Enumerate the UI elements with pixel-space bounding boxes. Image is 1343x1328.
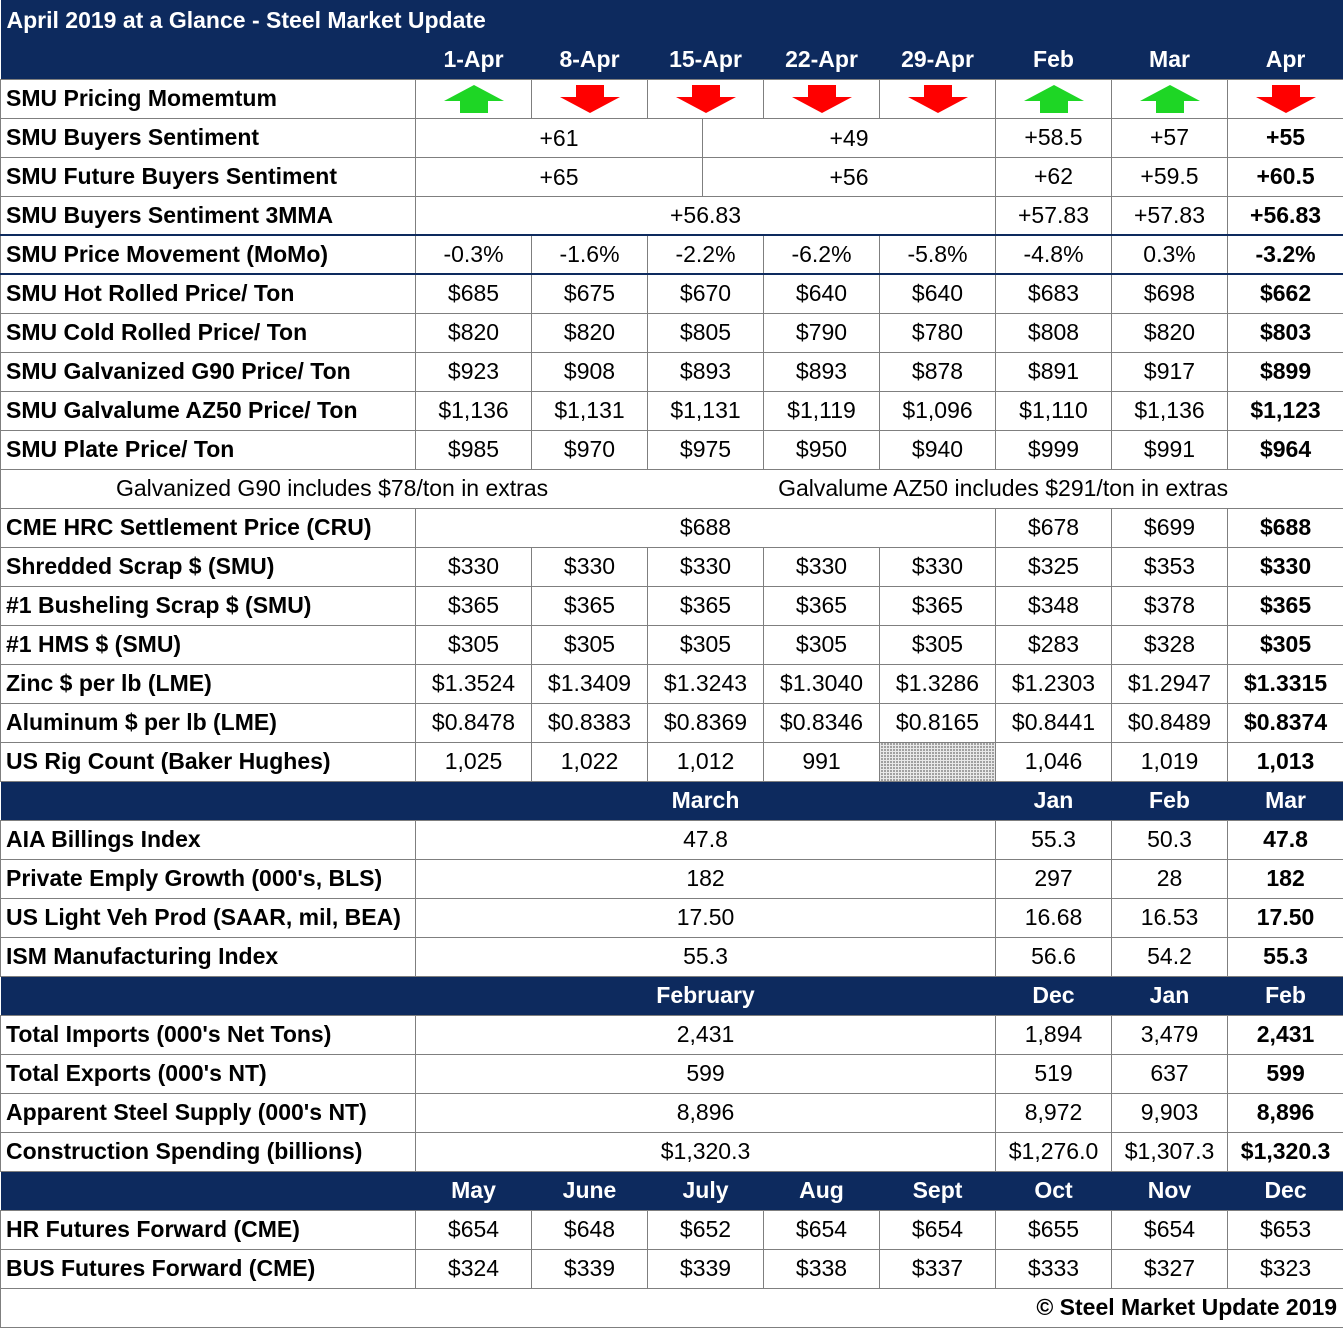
value-cell: $985: [416, 430, 532, 469]
arrow-down-icon: [791, 84, 853, 114]
value-cell: 8,896: [1228, 1093, 1343, 1132]
value-cell: $654: [1112, 1210, 1228, 1249]
row-label: HR Futures Forward (CME): [1, 1210, 416, 1249]
value-cell: $648: [532, 1210, 648, 1249]
value-cell: $305: [1228, 625, 1343, 664]
price-row: [1, 274, 1343, 313]
value-cell: -6.2%: [764, 235, 880, 274]
column-header: Aug: [764, 1171, 880, 1210]
column-header: July: [648, 1171, 764, 1210]
header-spacer: [1, 976, 416, 1015]
arrow-up-icon: [1139, 84, 1201, 114]
row-label: Shredded Scrap $ (SMU): [1, 547, 416, 586]
momentum-cell: [648, 79, 764, 118]
row-label: Total Exports (000's NT): [1, 1054, 416, 1093]
value-cell: $1,307.3: [1112, 1132, 1228, 1171]
value-cell: $908: [532, 352, 648, 391]
row-label: SMU Plate Price/ Ton: [1, 430, 416, 469]
value-cell: $893: [648, 352, 764, 391]
value-cell: $305: [416, 625, 532, 664]
value-cell: $330: [764, 547, 880, 586]
price-row: [1, 352, 1343, 391]
note-row: [1, 469, 1343, 508]
row-label: SMU Pricing Momemtum: [1, 79, 416, 118]
monthly-row: [1, 1015, 1343, 1054]
value-cell: $1.3286: [880, 664, 996, 703]
value-cell: +49: [703, 119, 995, 157]
value-cell: $365: [880, 586, 996, 625]
note-wrap: [1, 475, 1343, 502]
value-cell: $0.8383: [532, 703, 648, 742]
value-cell: +56.83: [416, 196, 996, 235]
value-cell: 16.53: [1112, 898, 1228, 937]
value-cell: 55.3: [996, 820, 1112, 859]
header-spacer: [1, 40, 416, 79]
future-sentiment-row: [1, 157, 1343, 196]
column-header: Feb: [1112, 781, 1228, 820]
column-header: Feb: [1228, 976, 1343, 1015]
value-cell: +57: [1112, 118, 1228, 157]
futures-row: [1, 1249, 1343, 1288]
cme-hrc-row: [1, 508, 1343, 547]
value-cell: $662: [1228, 274, 1343, 313]
value-cell: 519: [996, 1054, 1112, 1093]
value-cell: $654: [764, 1210, 880, 1249]
value-cell: $790: [764, 313, 880, 352]
column-header: February: [416, 976, 996, 1015]
value-cell: 1,022: [532, 742, 648, 781]
row-label: Total Imports (000's Net Tons): [1, 1015, 416, 1054]
value-cell: $1.2303: [996, 664, 1112, 703]
value-cell: $653: [1228, 1210, 1343, 1249]
value-cell: $808: [996, 313, 1112, 352]
value-cell: $820: [1112, 313, 1228, 352]
value-cell: 56.6: [996, 937, 1112, 976]
row-label: #1 Busheling Scrap $ (SMU): [1, 586, 416, 625]
value-cell: $899: [1228, 352, 1343, 391]
value-cell: 1,019: [1112, 742, 1228, 781]
column-header: Dec: [1228, 1171, 1343, 1210]
value-cell: 17.50: [416, 898, 996, 937]
value-cell: $1,136: [1112, 391, 1228, 430]
value-cell: $688: [1228, 508, 1343, 547]
value-cell: $348: [996, 586, 1112, 625]
momentum-row: [1, 79, 1343, 118]
column-header: March: [416, 781, 996, 820]
value-cell: 1,046: [996, 742, 1112, 781]
value-cell: 1,012: [648, 742, 764, 781]
value-cell: $640: [764, 274, 880, 313]
value-cell: 991: [764, 742, 880, 781]
table-body: [1, 0, 1343, 1327]
value-cell: $1.3040: [764, 664, 880, 703]
value-cell: $678: [996, 508, 1112, 547]
row-label: SMU Buyers Sentiment 3MMA: [1, 196, 416, 235]
value-cell: 55.3: [416, 937, 996, 976]
value-cell: $325: [996, 547, 1112, 586]
value-cell: -4.8%: [996, 235, 1112, 274]
value-cell: $1,110: [996, 391, 1112, 430]
value-cell: $0.8489: [1112, 703, 1228, 742]
value-cell: -0.3%: [416, 235, 532, 274]
momentum-cell: [764, 79, 880, 118]
row-label: SMU Hot Rolled Price/ Ton: [1, 274, 416, 313]
value-cell: 1,013: [1228, 742, 1343, 781]
value-cell: $0.8346: [764, 703, 880, 742]
value-cell: $365: [648, 586, 764, 625]
value-cell: $655: [996, 1210, 1112, 1249]
value-cell: $323: [1228, 1249, 1343, 1288]
weekly-header-row: [1, 40, 1343, 79]
column-header: 15-Apr: [648, 40, 764, 79]
value-cell: $327: [1112, 1249, 1228, 1288]
value-cell: +58.5: [996, 118, 1112, 157]
split-wrap: [416, 119, 995, 157]
value-cell: $970: [532, 430, 648, 469]
column-header: Jan: [1112, 976, 1228, 1015]
split-wrap: [416, 158, 995, 196]
title-row: [1, 0, 1343, 40]
value-cell: $878: [880, 352, 996, 391]
futures-header-row: [1, 1171, 1343, 1210]
value-cell: $365: [416, 586, 532, 625]
value-cell: $654: [880, 1210, 996, 1249]
value-cell: $1,096: [880, 391, 996, 430]
value-cell: $999: [996, 430, 1112, 469]
value-cell: $675: [532, 274, 648, 313]
value-cell: +56.83: [1228, 196, 1343, 235]
sentiment-3mma-row: [1, 196, 1343, 235]
value-cell: $699: [1112, 508, 1228, 547]
value-cell: 28: [1112, 859, 1228, 898]
value-cell: +56: [703, 158, 995, 196]
value-cell: $328: [1112, 625, 1228, 664]
arrow-up-icon: [443, 84, 505, 114]
value-cell: $330: [880, 547, 996, 586]
row-label: SMU Galvalume AZ50 Price/ Ton: [1, 391, 416, 430]
value-cell: 16.68: [996, 898, 1112, 937]
scrap-row: [1, 703, 1343, 742]
value-cell: +55: [1228, 118, 1343, 157]
column-header: 1-Apr: [416, 40, 532, 79]
empty-cell: [880, 742, 996, 781]
monthly-row: [1, 1093, 1343, 1132]
value-cell: $891: [996, 352, 1112, 391]
futures-row: [1, 1210, 1343, 1249]
value-cell: $652: [648, 1210, 764, 1249]
value-cell: $305: [880, 625, 996, 664]
row-label: Construction Spending (billions): [1, 1132, 416, 1171]
price-row: [1, 391, 1343, 430]
column-header: Nov: [1112, 1171, 1228, 1210]
value-cell: 8,896: [416, 1093, 996, 1132]
monthly-row: [1, 1054, 1343, 1093]
value-cell: $940: [880, 430, 996, 469]
arrow-down-icon: [907, 84, 969, 114]
value-cell: 599: [416, 1054, 996, 1093]
value-cell: 1,025: [416, 742, 532, 781]
value-cell: $683: [996, 274, 1112, 313]
column-header: Sept: [880, 1171, 996, 1210]
value-cell: $950: [764, 430, 880, 469]
row-label: Aluminum $ per lb (LME): [1, 703, 416, 742]
row-label: Private Emply Growth (000's, BLS): [1, 859, 416, 898]
value-cell: 9,903: [1112, 1093, 1228, 1132]
rig-count-row: [1, 742, 1343, 781]
value-cell: $893: [764, 352, 880, 391]
value-cell: $338: [764, 1249, 880, 1288]
value-cell: $688: [416, 508, 996, 547]
column-header: Apr: [1228, 40, 1343, 79]
column-header: Dec: [996, 976, 1112, 1015]
value-cell: $1,123: [1228, 391, 1343, 430]
arrow-down-icon: [1255, 84, 1317, 114]
column-header: Mar: [1112, 40, 1228, 79]
column-header: May: [416, 1171, 532, 1210]
momentum-cell: [532, 79, 648, 118]
row-label: SMU Price Movement (MoMo): [1, 235, 416, 274]
monthly-row: [1, 898, 1343, 937]
momentum-cell: [996, 79, 1112, 118]
value-cell: $640: [880, 274, 996, 313]
value-cell: -2.2%: [648, 235, 764, 274]
scrap-row: [1, 625, 1343, 664]
column-header: Oct: [996, 1171, 1112, 1210]
split-cell: [416, 118, 996, 157]
value-cell: $964: [1228, 430, 1343, 469]
value-cell: $1,136: [416, 391, 532, 430]
value-cell: 47.8: [1228, 820, 1343, 859]
value-cell: -1.6%: [532, 235, 648, 274]
value-cell: $1.3315: [1228, 664, 1343, 703]
row-label: SMU Buyers Sentiment: [1, 118, 416, 157]
monthly-row: [1, 937, 1343, 976]
row-label: #1 HMS $ (SMU): [1, 625, 416, 664]
row-label: CME HRC Settlement Price (CRU): [1, 508, 416, 547]
value-cell: +57.83: [1112, 196, 1228, 235]
scrap-row: [1, 586, 1343, 625]
value-cell: $1,131: [648, 391, 764, 430]
value-cell: $1.3409: [532, 664, 648, 703]
value-cell: 182: [1228, 859, 1343, 898]
value-cell: 50.3: [1112, 820, 1228, 859]
arrow-up-icon: [1023, 84, 1085, 114]
value-cell: 55.3: [1228, 937, 1343, 976]
column-header: Mar: [1228, 781, 1343, 820]
value-cell: $337: [880, 1249, 996, 1288]
buyers-sentiment-row: [1, 118, 1343, 157]
momentum-cell: [1112, 79, 1228, 118]
row-label: AIA Billings Index: [1, 820, 416, 859]
value-cell: $670: [648, 274, 764, 313]
value-cell: $0.8478: [416, 703, 532, 742]
value-cell: 54.2: [1112, 937, 1228, 976]
value-cell: +62: [996, 157, 1112, 196]
value-cell: $1.3524: [416, 664, 532, 703]
value-cell: $0.8165: [880, 703, 996, 742]
value-cell: +57.83: [996, 196, 1112, 235]
row-label: US Rig Count (Baker Hughes): [1, 742, 416, 781]
price-row: [1, 430, 1343, 469]
monthly-header-row: [1, 781, 1343, 820]
monthly-row: [1, 1132, 1343, 1171]
price-row: [1, 235, 1343, 274]
page-title: April 2019 at a Glance - Steel Market Update: [1, 0, 1343, 40]
value-cell: $654: [416, 1210, 532, 1249]
monthly-row: [1, 820, 1343, 859]
value-cell: $820: [416, 313, 532, 352]
value-cell: $305: [648, 625, 764, 664]
note-right: Galvalume AZ50 includes $291/ton in extras: [778, 475, 1228, 502]
value-cell: $685: [416, 274, 532, 313]
value-cell: $1,119: [764, 391, 880, 430]
value-cell: 637: [1112, 1054, 1228, 1093]
value-cell: $365: [1228, 586, 1343, 625]
arrow-down-icon: [675, 84, 737, 114]
value-cell: $339: [532, 1249, 648, 1288]
footer-row: [1, 1288, 1343, 1327]
value-cell: 2,431: [416, 1015, 996, 1054]
value-cell: 8,972: [996, 1093, 1112, 1132]
value-cell: +60.5: [1228, 157, 1343, 196]
value-cell: -5.8%: [880, 235, 996, 274]
value-cell: $305: [532, 625, 648, 664]
scrap-row: [1, 547, 1343, 586]
column-header: June: [532, 1171, 648, 1210]
value-cell: +61: [416, 119, 703, 157]
value-cell: $330: [648, 547, 764, 586]
value-cell: $339: [648, 1249, 764, 1288]
value-cell: $305: [764, 625, 880, 664]
row-label: Zinc $ per lb (LME): [1, 664, 416, 703]
value-cell: +59.5: [1112, 157, 1228, 196]
momentum-cell: [416, 79, 532, 118]
value-cell: $1,276.0: [996, 1132, 1112, 1171]
value-cell: $1.3243: [648, 664, 764, 703]
value-cell: $283: [996, 625, 1112, 664]
value-cell: $0.8441: [996, 703, 1112, 742]
momentum-cell: [880, 79, 996, 118]
value-cell: 297: [996, 859, 1112, 898]
value-cell: $330: [532, 547, 648, 586]
column-header: Jan: [996, 781, 1112, 820]
monthly-header-row: [1, 976, 1343, 1015]
momentum-cell: [1228, 79, 1343, 118]
value-cell: $333: [996, 1249, 1112, 1288]
value-cell: 2,431: [1228, 1015, 1343, 1054]
value-cell: $917: [1112, 352, 1228, 391]
value-cell: -3.2%: [1228, 235, 1343, 274]
row-label: SMU Future Buyers Sentiment: [1, 157, 416, 196]
column-header: 22-Apr: [764, 40, 880, 79]
value-cell: 0.3%: [1112, 235, 1228, 274]
value-cell: $975: [648, 430, 764, 469]
value-cell: $0.8369: [648, 703, 764, 742]
value-cell: $780: [880, 313, 996, 352]
row-label: ISM Manufacturing Index: [1, 937, 416, 976]
scrap-row: [1, 664, 1343, 703]
value-cell: $1.2947: [1112, 664, 1228, 703]
value-cell: $1,320.3: [1228, 1132, 1343, 1171]
row-label: US Light Veh Prod (SAAR, mil, BEA): [1, 898, 416, 937]
column-header: 29-Apr: [880, 40, 996, 79]
header-spacer: [1, 1171, 416, 1210]
copyright-footer: © Steel Market Update 2019: [1, 1288, 1343, 1327]
row-label: Apparent Steel Supply (000's NT): [1, 1093, 416, 1132]
value-cell: 17.50: [1228, 898, 1343, 937]
value-cell: +65: [416, 158, 703, 196]
value-cell: $365: [532, 586, 648, 625]
row-label: SMU Galvanized G90 Price/ Ton: [1, 352, 416, 391]
monthly-row: [1, 859, 1343, 898]
value-cell: $324: [416, 1249, 532, 1288]
value-cell: $330: [1228, 547, 1343, 586]
note-left: Galvanized G90 includes $78/ton in extras: [116, 475, 548, 502]
value-cell: $805: [648, 313, 764, 352]
value-cell: $820: [532, 313, 648, 352]
row-label: SMU Cold Rolled Price/ Ton: [1, 313, 416, 352]
value-cell: $353: [1112, 547, 1228, 586]
value-cell: $698: [1112, 274, 1228, 313]
value-cell: $923: [416, 352, 532, 391]
value-cell: $803: [1228, 313, 1343, 352]
value-cell: $0.8374: [1228, 703, 1343, 742]
value-cell: $330: [416, 547, 532, 586]
value-cell: 47.8: [416, 820, 996, 859]
header-spacer: [1, 781, 416, 820]
value-cell: $1,320.3: [416, 1132, 996, 1171]
split-cell: [416, 157, 996, 196]
value-cell: $1,131: [532, 391, 648, 430]
value-cell: 599: [1228, 1054, 1343, 1093]
value-cell: 182: [416, 859, 996, 898]
column-header: Feb: [996, 40, 1112, 79]
price-row: [1, 313, 1343, 352]
row-label: BUS Futures Forward (CME): [1, 1249, 416, 1288]
value-cell: $378: [1112, 586, 1228, 625]
note-cell: [1, 469, 1343, 508]
value-cell: 3,479: [1112, 1015, 1228, 1054]
value-cell: $365: [764, 586, 880, 625]
value-cell: 1,894: [996, 1015, 1112, 1054]
value-cell: $991: [1112, 430, 1228, 469]
arrow-down-icon: [559, 84, 621, 114]
column-header: 8-Apr: [532, 40, 648, 79]
